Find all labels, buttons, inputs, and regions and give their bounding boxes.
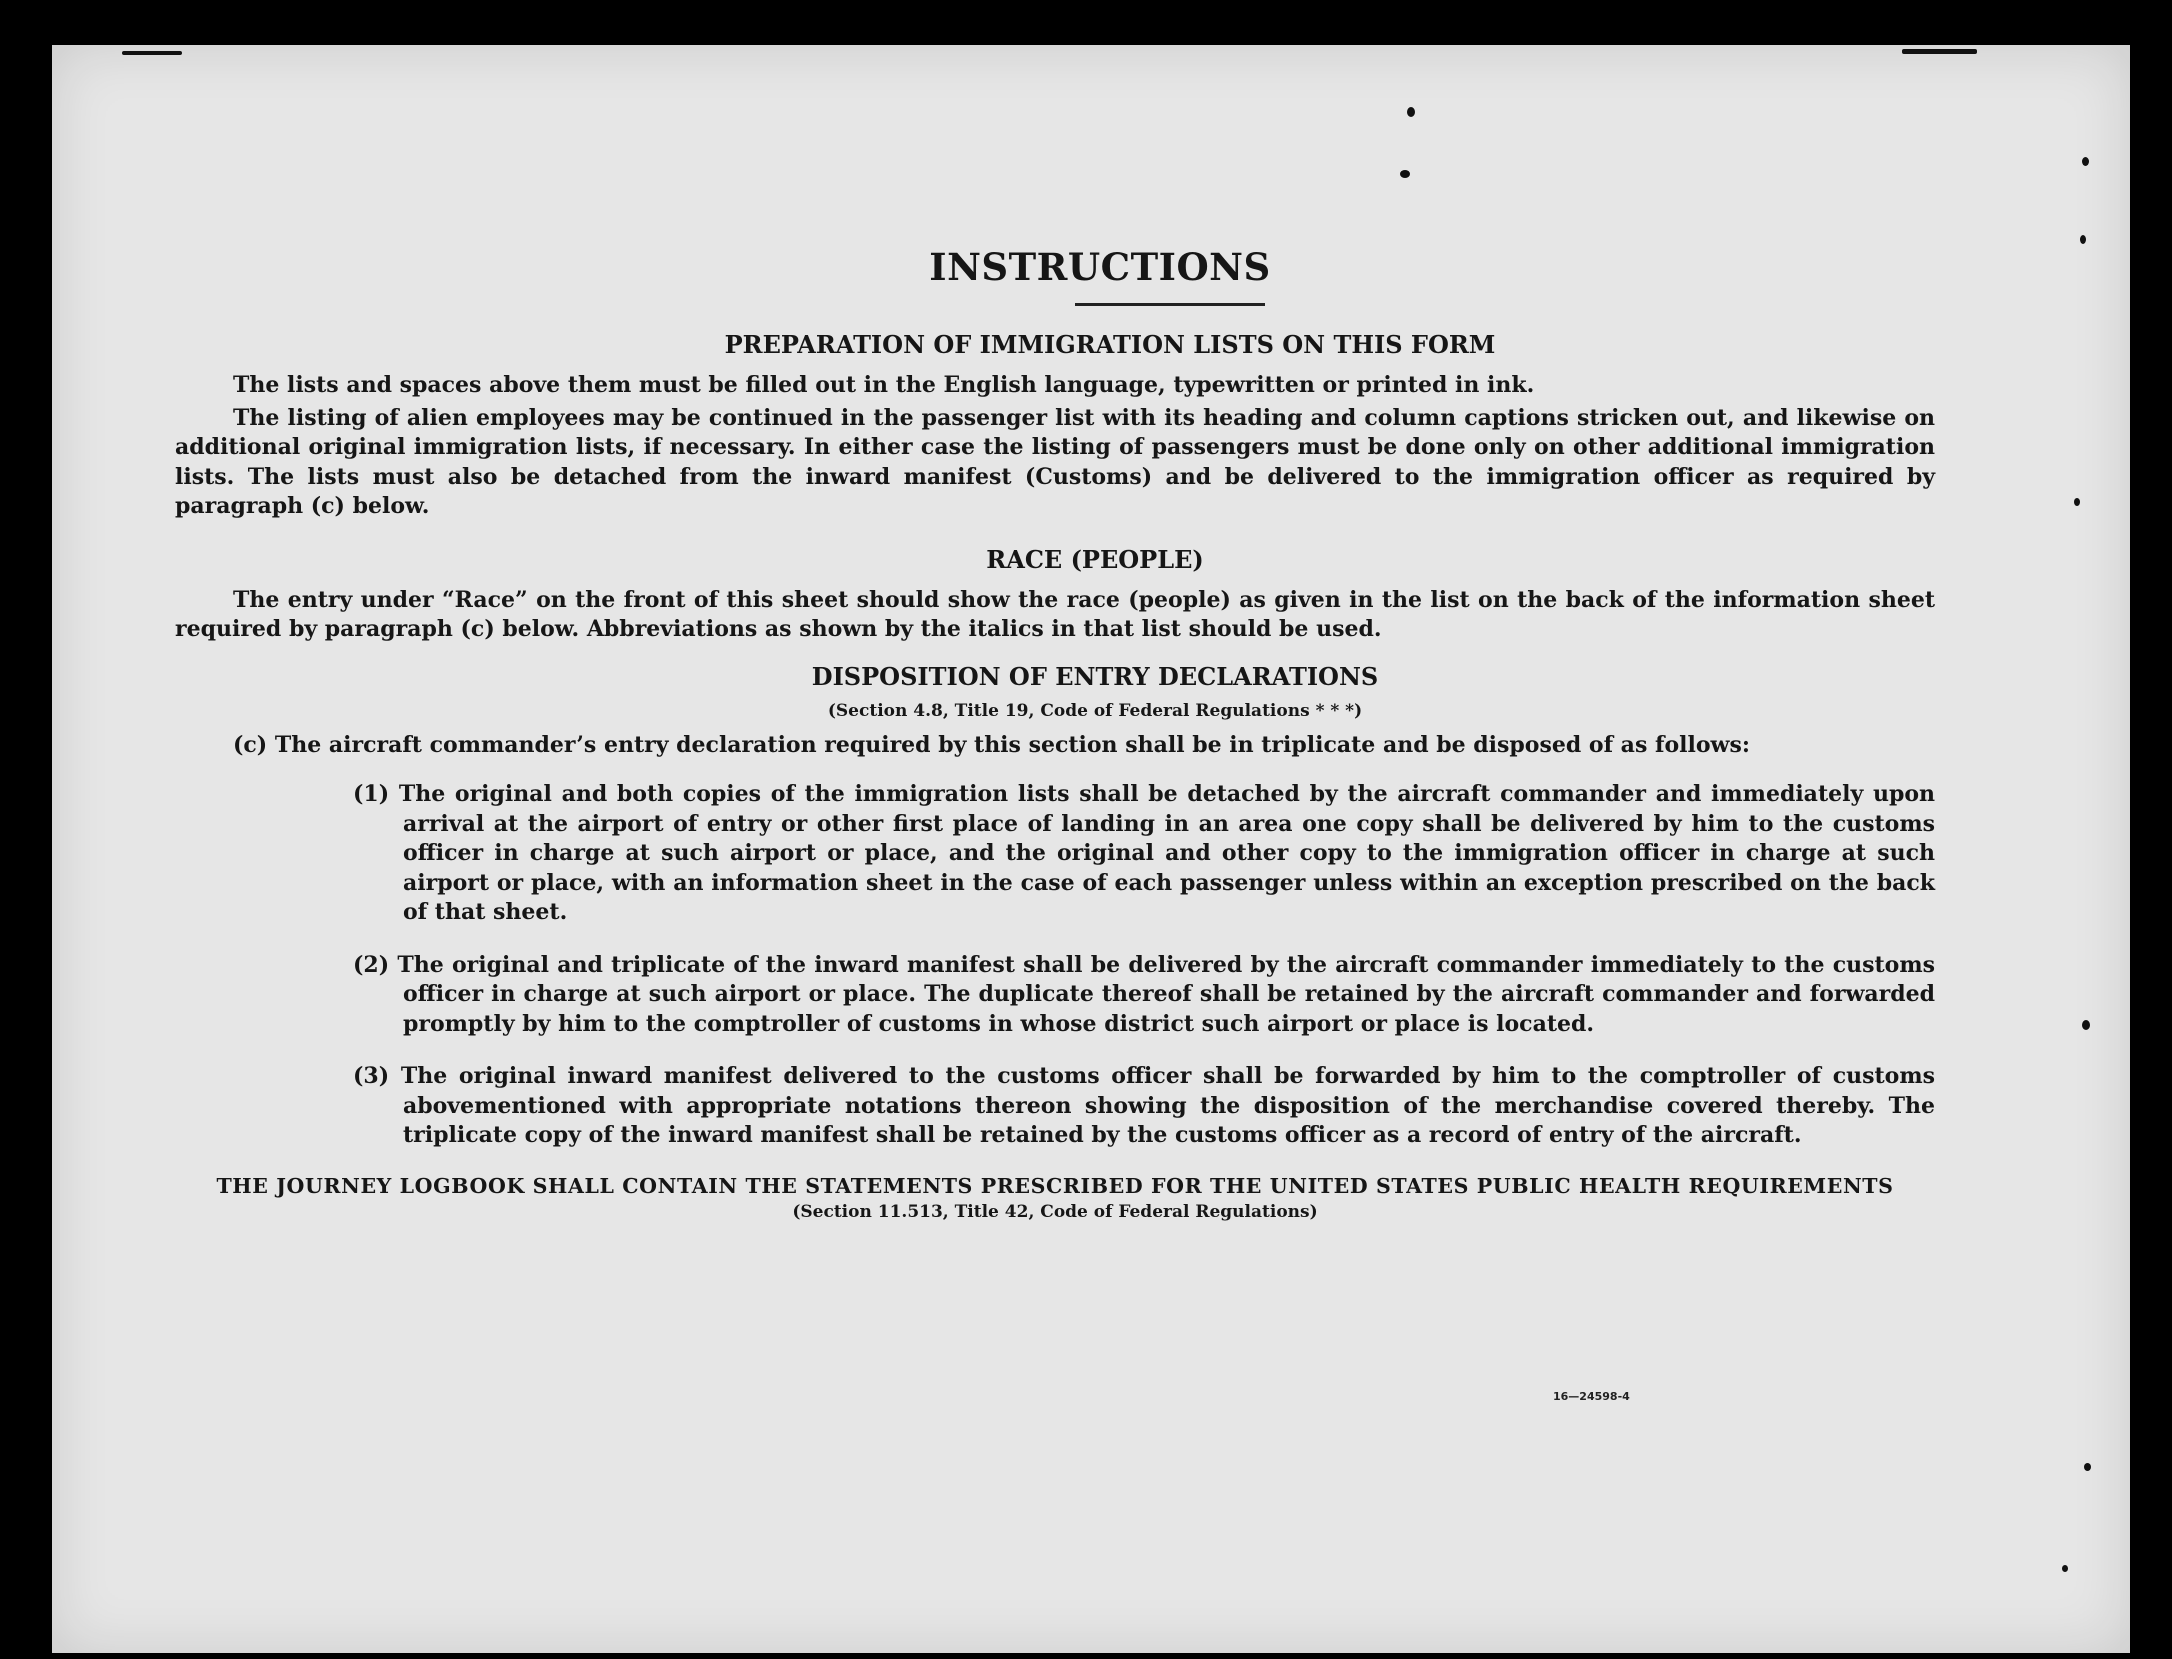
disposition-heading: DISPOSITION OF ENTRY DECLARATIONS <box>811 661 1379 691</box>
disposition-item-1: (1) The original and both copies of the immigration lists shall be detached by the aircraft commander and immediately upon arrival at the airport of entry or other first place of landing in an area one copy shall be delivered by him to the customs officer in charge at such airport or place, and the original and other copy to the immigration officer in charge at such airport or place, with an information sheet in the case of each passenger unless within an exception prescribed on the back of that sheet. <box>353 781 1935 925</box>
scan-speck <box>2074 498 2080 506</box>
form-number: 16—24598-4 <box>1553 1390 1630 1403</box>
scan-speck <box>1400 170 1410 178</box>
immigration-heading: PREPARATION OF IMMIGRATION LISTS ON THIS FORM <box>724 330 1496 359</box>
scan-speck <box>2082 157 2089 166</box>
title-underline <box>1075 303 1265 306</box>
page-title: INSTRUCTIONS <box>929 245 1271 289</box>
scan-speck <box>2062 1565 2068 1572</box>
footer-statement: THE JOURNEY LOGBOOK SHALL CONTAIN THE STATEMENTS PRESCRIBED FOR THE UNITED STATES PUBLIC HEALTH REQUIREMENTS <box>216 1173 1894 1198</box>
scan-speck <box>2080 235 2086 244</box>
disposition-lead: (c) The aircraft commander’s entry declaration required by this section shall be in triplicate and be disposed of as follows: <box>233 731 1750 758</box>
scan-speck <box>1407 107 1415 117</box>
scan-speck <box>1902 49 1977 54</box>
disposition-citation: (Section 4.8, Title 19, Code of Federal Regulations * * *) <box>827 700 1363 721</box>
immigration-paragraph-1 <box>175 371 1935 401</box>
immigration-paragraph-2: The listing of alien employees may be continued in the passenger list with its heading and column captions stricken out, and likewise on additional original immigration lists, if necessary. In either case the listing of passengers must be done only on other additional immigration lists. The lists must also be detached from the inward manifest (Customs) and be delivered to the immigration officer as required by paragraph (c) below. <box>175 404 1935 519</box>
scan-speck <box>122 51 182 55</box>
footer-citation: (Section 11.513, Title 42, Code of Federal Regulations) <box>792 1201 1318 1222</box>
disposition-item-2: (2) The original and triplicate of the inward manifest shall be delivered by the aircraft commander immediately to the customs officer in charge at such airport or place. The duplicate thereof shall be retained by the aircraft commander and forwarded promptly by him to the comptroller of customs in whose district such airport or place is located. <box>353 951 1935 1037</box>
immigration-paragraph-1-text: The lists and spaces above them must be filled out in the English language, typewritten or printed in ink. <box>233 372 1535 398</box>
disposition-item-3: (3) The original inward manifest delivered to the customs officer shall be forwarded by him to the comptroller of customs abovementioned with appropriate notations thereon showing the disposition of the merchandise covered thereby. The triplicate copy of the inward manifest shall be retained by the customs officer as a record of entry of the aircraft. <box>353 1063 1935 1148</box>
race-heading: RACE (PEOPLE) <box>986 544 1204 574</box>
scan-speck <box>2082 1020 2090 1030</box>
race-paragraph: The entry under “Race” on the front of this sheet should show the race (people) as given in the list on the back of the information sheet required by paragraph (c) below. Abbreviations as shown by the italics in that list should be used. <box>175 586 1935 642</box>
scan-speck <box>2084 1463 2091 1471</box>
instructions-page <box>175 245 1935 1222</box>
